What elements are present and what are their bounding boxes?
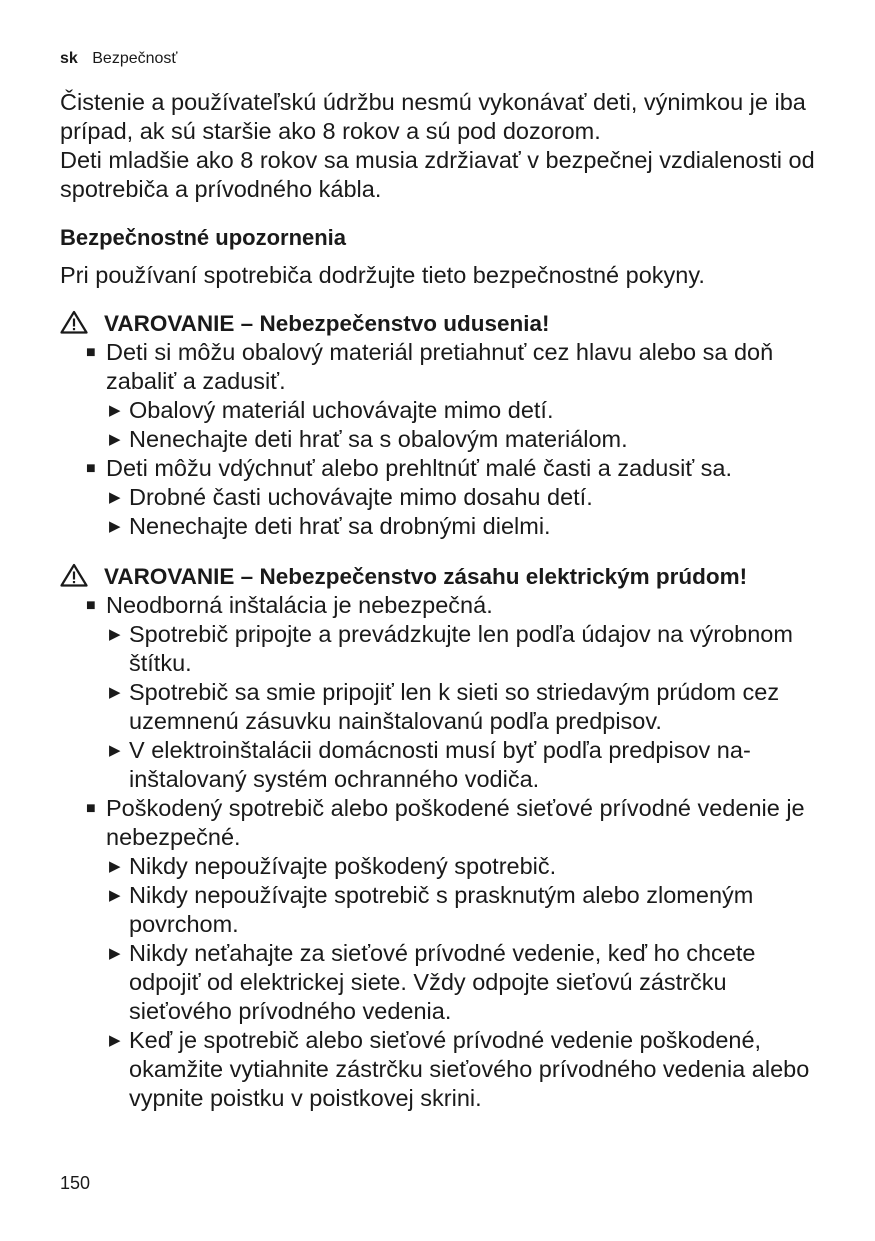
- section-name: Bezpečnosť: [92, 50, 178, 67]
- action-text: Obalový materiál uchovávajte mimo detí.: [129, 397, 554, 423]
- action-text: Nenechajte deti hrať sa drobnými dielmi.: [129, 513, 551, 539]
- action-item: [60, 852, 830, 881]
- warning-title: [60, 310, 830, 338]
- hazard-item: [60, 591, 830, 620]
- arrow-bullet-icon: ▶: [109, 626, 121, 643]
- action-text: Nenechajte deti hrať sa s obalovým materiálom.: [129, 426, 628, 452]
- square-bullet-icon: ■: [86, 800, 96, 817]
- hazard-item: [60, 338, 830, 396]
- warning-triangle-icon: [60, 563, 90, 587]
- action-item: [60, 678, 830, 736]
- intro-text: [60, 88, 830, 204]
- page-header: [60, 49, 177, 69]
- warning-block: [60, 563, 830, 1113]
- arrow-bullet-icon: ▶: [109, 945, 121, 962]
- arrow-bullet-icon: ▶: [109, 402, 121, 419]
- square-bullet-icon: ■: [86, 344, 96, 361]
- action-text: Nikdy neťahajte za sieťové prívodné vedenie, keď ho chcete odpojiť od elektrickej siete. Vždy odpojte sieťovú zástrčku sieťového prívodného vedenia.: [129, 940, 756, 1024]
- action-item: [60, 396, 830, 425]
- action-text: Spotrebič pripojte a prevádzkujte len podľa údajov na výrobnom štítku.: [129, 621, 793, 676]
- action-item: [60, 939, 830, 1026]
- action-item: [60, 512, 830, 541]
- action-text: Spotrebič sa smie pripojiť len k sieti so striedavým prúdom cez uzemnenú zásuvku nainštalovanú podľa predpisov.: [129, 679, 780, 734]
- page-number: 150: [60, 1173, 91, 1193]
- section-intro-text: Pri používaní spotrebiča dodržujte tieto bezpečnostné pokyny.: [60, 262, 705, 288]
- action-item: [60, 1026, 830, 1113]
- hazard-item: [60, 794, 830, 852]
- hazard-text: Neodborná inštalácia je nebezpečná.: [106, 592, 493, 618]
- arrow-bullet-icon: ▶: [109, 887, 121, 904]
- arrow-bullet-icon: ▶: [109, 684, 121, 701]
- language-code: sk: [60, 50, 78, 67]
- action-item: [60, 881, 830, 939]
- warning-title-text: VAROVANIE – Nebezpečenstvo zásahu elektrickým prúdom!: [104, 564, 748, 589]
- action-text: Nikdy nepoužívajte spotrebič s prasknutým alebo zlomeným povrchom.: [129, 882, 754, 937]
- page-content: [60, 88, 830, 1111]
- square-bullet-icon: ■: [86, 460, 96, 477]
- arrow-bullet-icon: ▶: [109, 742, 121, 759]
- intro-paragraph: Deti mladšie ako 8 rokov sa musia zdržiavať v bezpečnej vzdialenosti od spotrebiča a prívodného kábla.: [60, 147, 815, 202]
- section-heading: Bezpečnostné upozornenia: [60, 225, 347, 250]
- hazard-item: [60, 454, 830, 483]
- warning-triangle-icon: [60, 310, 90, 334]
- action-text: Keď je spotrebič alebo sieťové prívodné vedenie poškodené, okamžite vytiahnite zástrčku sieťového prívodného vedenia alebo vypnite poistku v poistkovej skrini.: [129, 1027, 810, 1111]
- hazard-text: Poškodený spotrebič alebo poškodené sieťové prívodné vedenie je nebezpečné.: [106, 795, 805, 850]
- action-item: [60, 620, 830, 678]
- arrow-bullet-icon: ▶: [109, 1032, 121, 1049]
- hazard-text: Deti si môžu obalový materiál pretiahnuť cez hlavu alebo sa doň zabaliť a zadusiť.: [106, 339, 774, 394]
- action-item: [60, 425, 830, 454]
- action-text: Nikdy nepoužívajte poškodený spotrebič.: [129, 853, 557, 879]
- arrow-bullet-icon: ▶: [109, 431, 121, 448]
- warning-block: [60, 310, 830, 541]
- square-bullet-icon: ■: [86, 597, 96, 614]
- arrow-bullet-icon: ▶: [109, 489, 121, 506]
- warning-title: [60, 563, 830, 591]
- action-text: Drobné časti uchovávajte mimo dosahu detí.: [129, 484, 593, 510]
- action-text: V elektroinštalácii domácnosti musí byť podľa predpisov nainštalovaný systém ochranného vodiča.: [129, 737, 751, 792]
- arrow-bullet-icon: ▶: [109, 858, 121, 875]
- arrow-bullet-icon: ▶: [109, 518, 121, 535]
- intro-paragraph: Čistenie a používateľskú údržbu nesmú vykonávať deti, výnimkou je iba prípad, ak sú staršie ako 8 rokov a sú pod dozorom.: [60, 89, 806, 144]
- warning-title-text: VAROVANIE – Nebezpečenstvo udusenia!: [104, 311, 550, 336]
- action-item: [60, 483, 830, 512]
- hazard-text: Deti môžu vdýchnuť alebo prehltnúť malé časti a zadusiť sa.: [106, 455, 733, 481]
- action-item: [60, 736, 830, 794]
